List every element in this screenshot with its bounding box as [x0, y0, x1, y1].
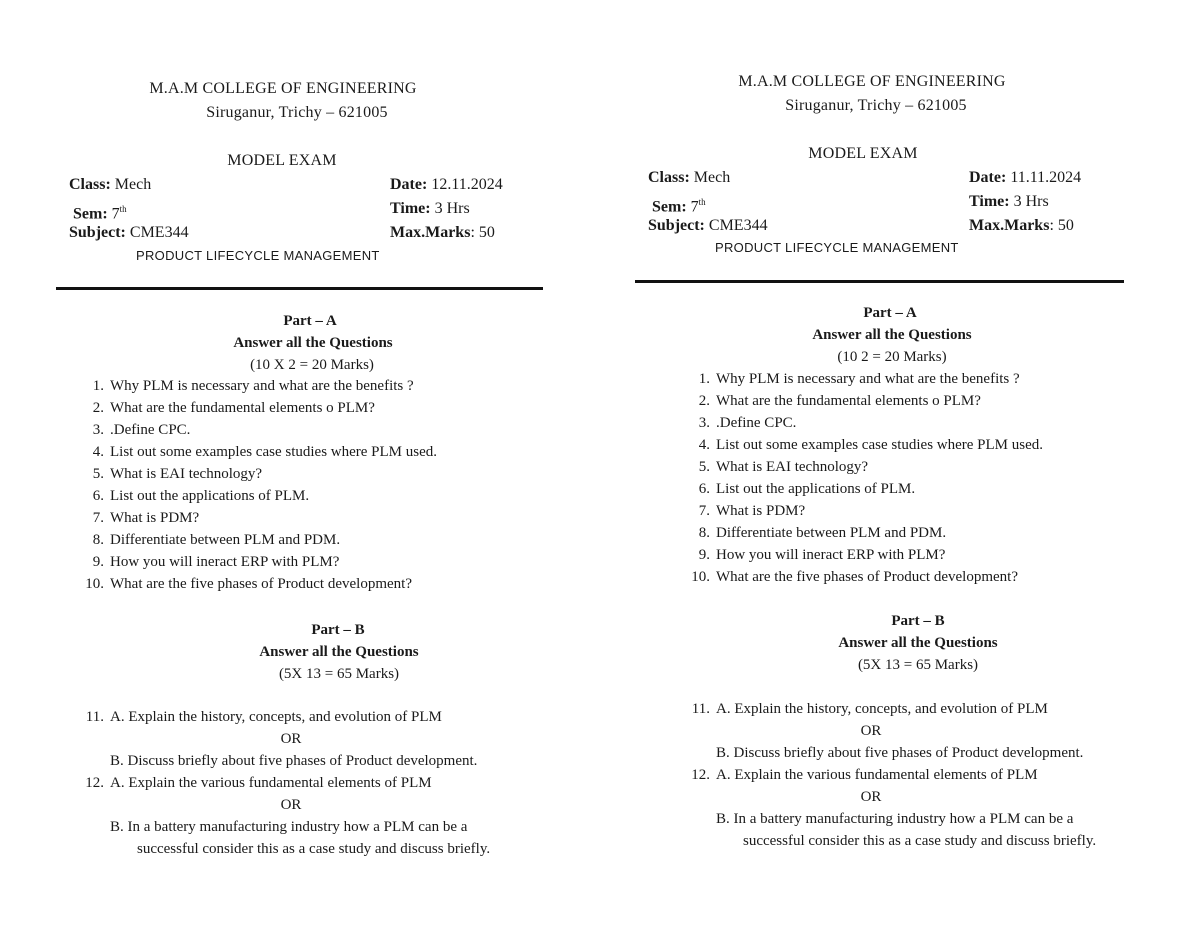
or-separator: OR — [280, 797, 302, 813]
question-11a: 11. A. Explain the history, concepts, and evolution of PLM — [691, 701, 1048, 717]
list-item: 7. What is PDM? — [92, 510, 200, 526]
college-address: Siruganur, Trichy – 621005 — [206, 104, 388, 121]
part-a-title: Part – A — [283, 313, 337, 329]
list-item: 4. List out some examples case studies where PLM used. — [92, 444, 438, 460]
part-b-title: Part – B — [311, 622, 365, 638]
max-marks-field: Max.Marks: 50 — [969, 217, 1074, 234]
header-divider — [56, 287, 543, 290]
part-b-marks: (5X 13 = 65 Marks) — [278, 666, 400, 682]
list-item: 5. What is EAI technology? — [698, 459, 869, 475]
college-name: M.A.M COLLEGE OF ENGINEERING — [149, 80, 417, 97]
part-a-marks: (10 X 2 = 20 Marks) — [250, 357, 374, 373]
sem-field: Sem: 7th — [652, 197, 706, 216]
list-item: 6. List out the applications of PLM. — [92, 488, 310, 504]
sem-field: Sem: 7th — [73, 204, 127, 223]
subject-field: Subject: CME344 — [69, 224, 189, 241]
list-item: 1. Why PLM is necessary and what are the benefits ? — [698, 371, 1020, 387]
time-field: Time: 3 Hrs — [969, 193, 1049, 210]
list-item: 3. .Define CPC. — [92, 422, 191, 438]
subject-field: Subject: CME344 — [648, 217, 768, 234]
list-item: 4. List out some examples case studies where PLM used. — [698, 437, 1044, 453]
list-item: 2. What are the fundamental elements o PLM? — [92, 400, 375, 416]
subject-full-name: PRODUCT LIFECYCLE MANAGEMENT — [715, 240, 959, 255]
question-12b-line2: successful consider this as a case study and discuss briefly. — [137, 841, 491, 857]
list-item: 10. What are the five phases of Product development? — [691, 569, 1018, 585]
subject-full-name: PRODUCT LIFECYCLE MANAGEMENT — [136, 248, 380, 263]
part-a-marks: (10 2 = 20 Marks) — [837, 349, 947, 365]
question-12a: 12. A. Explain the various fundamental elements of PLM — [691, 767, 1038, 783]
list-item: 1. Why PLM is necessary and what are the benefits ? — [92, 378, 414, 394]
time-field: Time: 3 Hrs — [390, 200, 470, 217]
question-12a: 12. A. Explain the various fundamental elements of PLM — [85, 775, 432, 791]
part-a-question-list — [688, 368, 1043, 588]
exam-title: MODEL EXAM — [227, 152, 337, 169]
question-12b-line2: successful consider this as a case study and discuss briefly. — [743, 833, 1097, 849]
list-item: 5. What is EAI technology? — [92, 466, 263, 482]
list-item: 9. How you will ineract ERP with PLM? — [92, 554, 340, 570]
class-field: Class: Mech — [648, 169, 731, 186]
college-name: M.A.M COLLEGE OF ENGINEERING — [738, 73, 1006, 90]
part-b-instruction: Answer all the Questions — [259, 644, 419, 660]
question-12b-line1: B. In a battery manufacturing industry how a PLM can be a — [110, 819, 468, 835]
list-item: 6. List out the applications of PLM. — [698, 481, 916, 497]
question-12b-line1: B. In a battery manufacturing industry how a PLM can be a — [716, 811, 1074, 827]
or-separator: OR — [280, 731, 302, 747]
part-a-instruction: Answer all the Questions — [233, 335, 393, 351]
or-separator: OR — [860, 723, 882, 739]
question-11a: 11. A. Explain the history, concepts, and evolution of PLM — [85, 709, 442, 725]
question-11b: B. Discuss briefly about five phases of Product development. — [716, 745, 1084, 761]
or-separator: OR — [860, 789, 882, 805]
part-a-question-list — [82, 375, 437, 595]
date-field: Date: 11.11.2024 — [969, 169, 1082, 186]
max-marks-field: Max.Marks: 50 — [390, 224, 495, 241]
class-field: Class: Mech — [69, 176, 152, 193]
part-a-instruction: Answer all the Questions — [812, 327, 972, 343]
part-b-instruction: Answer all the Questions — [838, 635, 998, 651]
part-a-title: Part – A — [863, 305, 917, 321]
exam-page-right — [600, 0, 1200, 927]
list-item: 3. .Define CPC. — [698, 415, 797, 431]
list-item: 10. What are the five phases of Product development? — [85, 576, 412, 592]
question-11b: B. Discuss briefly about five phases of Product development. — [110, 753, 478, 769]
part-b-marks: (5X 13 = 65 Marks) — [857, 657, 979, 673]
list-item: 7. What is PDM? — [698, 503, 806, 519]
part-b-title: Part – B — [891, 613, 945, 629]
college-address: Siruganur, Trichy – 621005 — [785, 97, 967, 114]
header-divider — [635, 280, 1124, 283]
list-item: 8. Differentiate between PLM and PDM. — [698, 525, 947, 541]
list-item: 2. What are the fundamental elements o PLM? — [698, 393, 981, 409]
exam-title: MODEL EXAM — [808, 145, 918, 162]
list-item: 8. Differentiate between PLM and PDM. — [92, 532, 341, 548]
list-item: 9. How you will ineract ERP with PLM? — [698, 547, 946, 563]
date-field: Date: 12.11.2024 — [390, 176, 503, 193]
